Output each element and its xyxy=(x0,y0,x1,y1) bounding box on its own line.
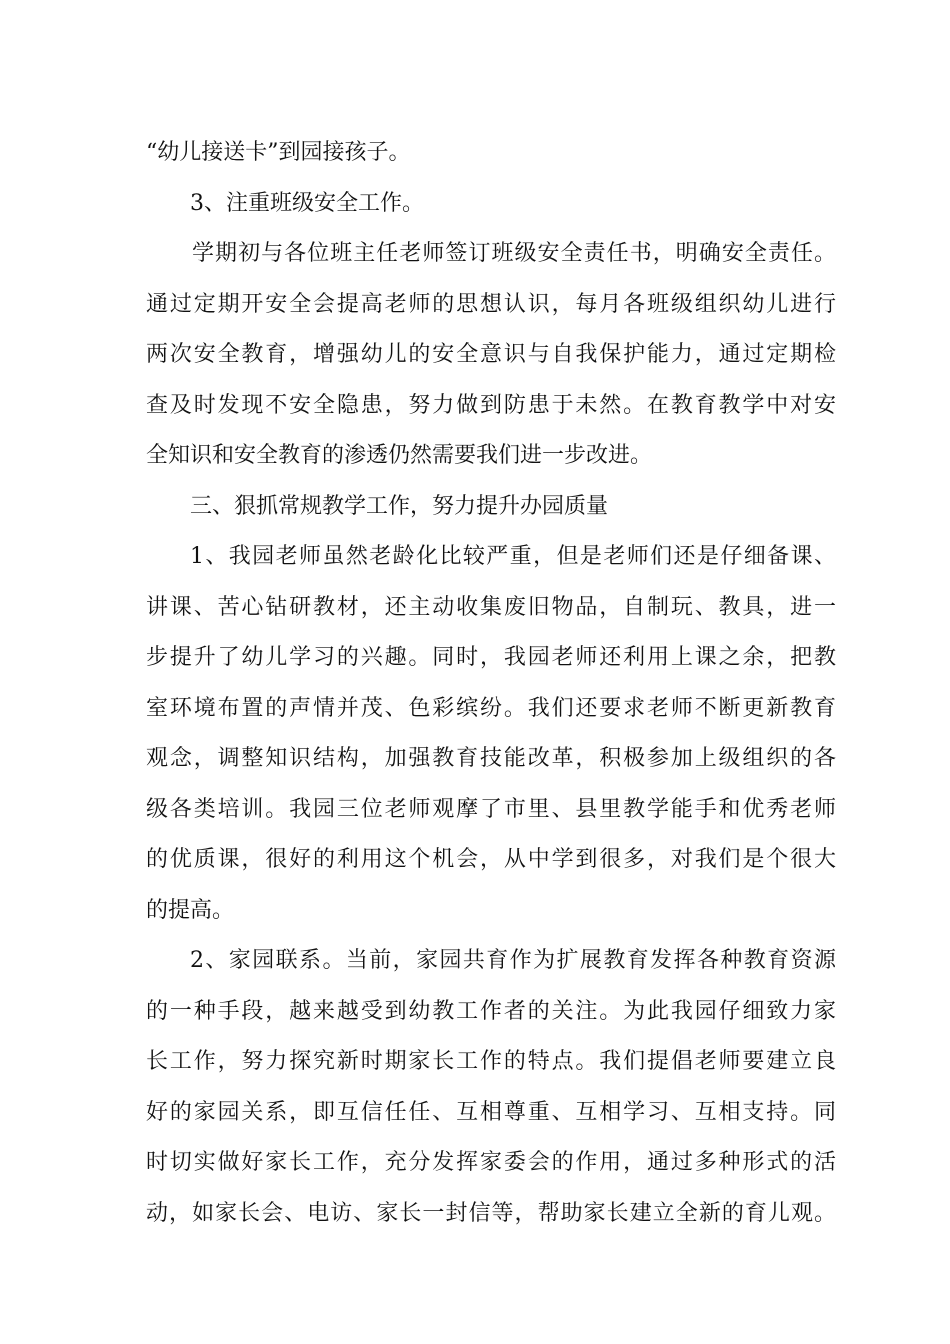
text-line: 好的家园关系，即互信任任、互相尊重、互相学习、互相支持。同 xyxy=(146,1099,836,1125)
text-line: 的提高。 xyxy=(146,897,235,923)
section-heading: 三、狠抓常规教学工作，努力提升办园质量 xyxy=(190,493,609,519)
text-line: 时切实做好家长工作，充分发挥家委会的作用，通过多种形式的活 xyxy=(146,1150,836,1175)
text-line: 查及时发现不安全隐患，努力做到防患于未然。在教育教学中对安 xyxy=(146,392,836,418)
text-line: 级各类培训。我园三位老师观摩了市里、县里教学能手和优秀老师 xyxy=(146,796,836,822)
text-line: “幼儿接送卡”到园接孩子。 xyxy=(146,140,411,165)
text-line: 步提升了幼儿学习的兴趣。同时，我园老师还利用上课之余，把教 xyxy=(146,645,836,670)
body-text xyxy=(146,128,836,1239)
text-line: 全知识和安全教育的渗透仍然需要我们进一步改进。 xyxy=(146,443,653,468)
text-line: 通过定期开安全会提高老师的思想认识，每月各班级组织幼儿进行 xyxy=(146,291,836,317)
paragraph-first-line: 学期初与各位班主任老师签订班级安全责任书，明确安全责任。 xyxy=(192,241,836,266)
text-line: 长工作，努力探究新时期家长工作的特点。我们提倡老师要建立良 xyxy=(146,1049,836,1074)
text-line: 的一种手段，越来越受到幼教工作者的关注。为此我园仔细致力家 xyxy=(146,998,836,1024)
text-line: 讲课、苦心钻研教材，还主动收集废旧物品，自制玩、教具，进一 xyxy=(146,594,836,620)
section-heading: 3、注重班级安全工作。 xyxy=(190,190,424,216)
text-line: 的优质课，很好的利用这个机会，从中学到很多，对我们是个很大 xyxy=(146,847,836,872)
text-line: 两次安全教育，增强幼儿的安全意识与自我保护能力，通过定期检 xyxy=(146,342,836,367)
text-line: 室环境布置的声情并茂、色彩缤纷。我们还要求老师不断更新教育 xyxy=(146,695,836,721)
paragraph-first-line: 2、家园联系。当前，家园共育作为扩展教育发挥各种教育资源 xyxy=(190,948,836,973)
text-line: 动，如家长会、电访、家长一封信等，帮助家长建立全新的育儿观。 xyxy=(146,1200,836,1226)
text-line: 观念，调整知识结构，加强教育技能改革，积极参加上级组织的各 xyxy=(146,746,836,771)
paragraph-first-line: 1、我园老师虽然老龄化比较严重，但是老师们还是仔细备课、 xyxy=(190,544,836,569)
